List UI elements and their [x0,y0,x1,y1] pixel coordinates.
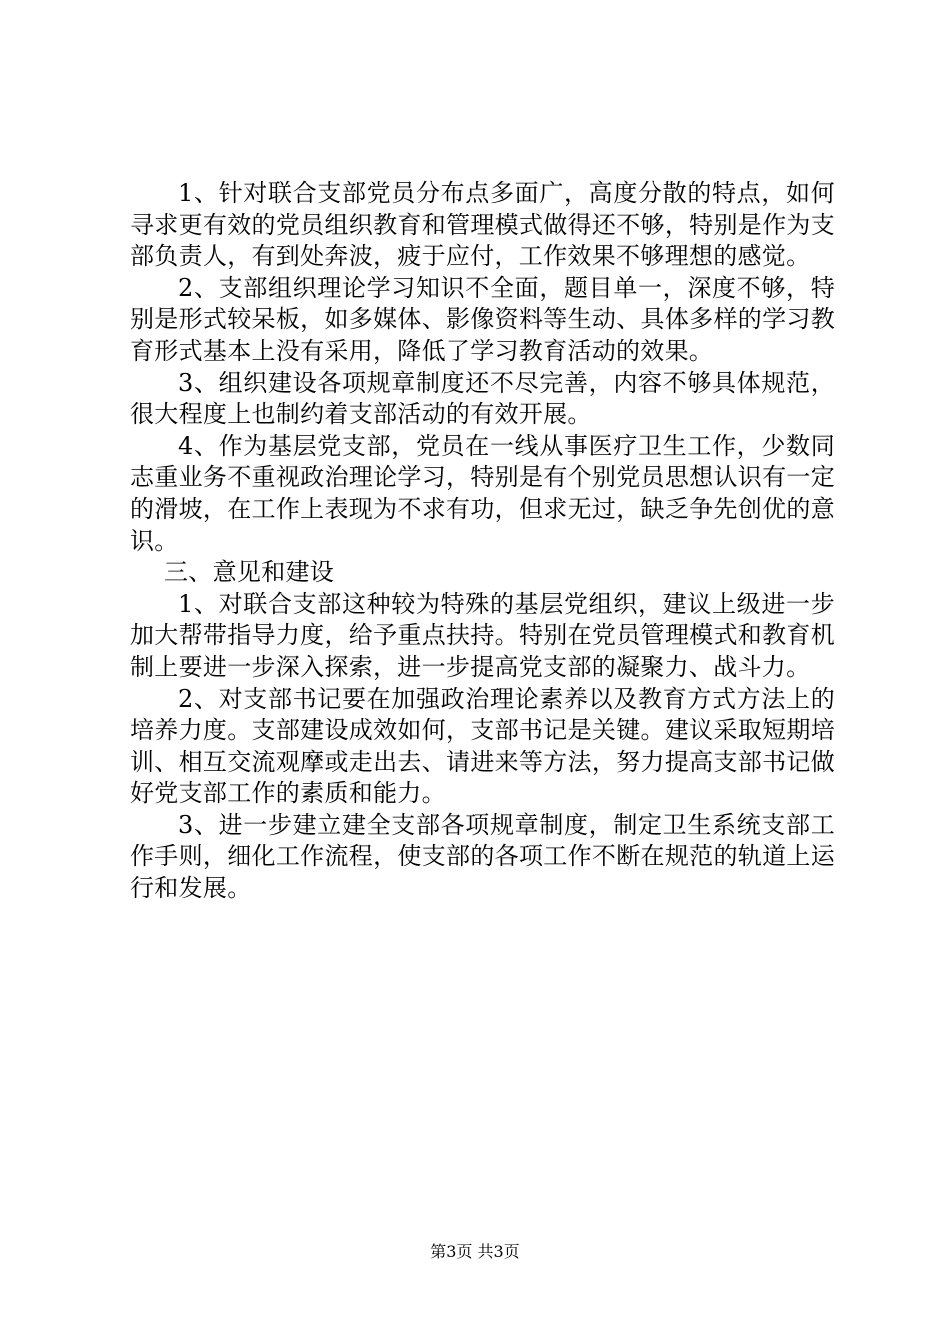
page-number: 第3页 共3页 [430,1242,520,1261]
paragraph-suggestion-1: 1、对联合支部这种较为特殊的基层党组织，建议上级进一步加大帮带指导力度，给予重点扶持。特别在党员管理模式和教育机制上要进一步深入探索，进一步提高党支部的凝聚力、战斗力。 [130,589,835,681]
paragraph-suggestion-2: 2、对支部书记要在加强政治理论素养以及教育方式方法上的培养力度。支部建设成效如何，支部书记是关键。建议采取短期培训、相互交流观摩或走出去、请进来等方法，努力提高支部书记做好党支部工作的素质和能力。 [130,684,835,808]
paragraph-problem-2: 2、支部组织理论学习知识不全面，题目单一，深度不够，特别是形式较呆板，如多媒体、影像资料等生动、具体多样的学习教育形式基本上没有采用，降低了学习教育活动的效果。 [130,273,835,365]
document-body [130,178,835,905]
paragraph-problem-4: 4、作为基层党支部，党员在一线从事医疗卫生工作，少数同志重业务不重视政治理论学习，特别是有个别党员思想认识有一定的滑坡，在工作上表现为不求有功，但求无过，缺乏争先创优的意识。 [130,431,835,555]
paragraph-suggestion-3: 3、进一步建立建全支部各项规章制度，制定卫生系统支部工作手则，细化工作流程，使支部的各项工作不断在规范的轨道上运行和发展。 [130,810,835,903]
page-footer [0,1242,950,1262]
paragraph-problem-3: 3、组织建设各项规章制度还不尽完善，内容不够具体规范，很大程度上也制约着支部活动的有效开展。 [130,368,835,429]
section-heading: 三、意见和建设 [164,558,335,587]
paragraph-problem-1: 1、针对联合支部党员分布点多面广，高度分散的特点，如何寻求更有效的党员组织教育和管理模式做得还不够，特别是作为支部负责人，有到处奔波，疲于应付，工作效果不够理想的感觉。 [130,179,835,271]
